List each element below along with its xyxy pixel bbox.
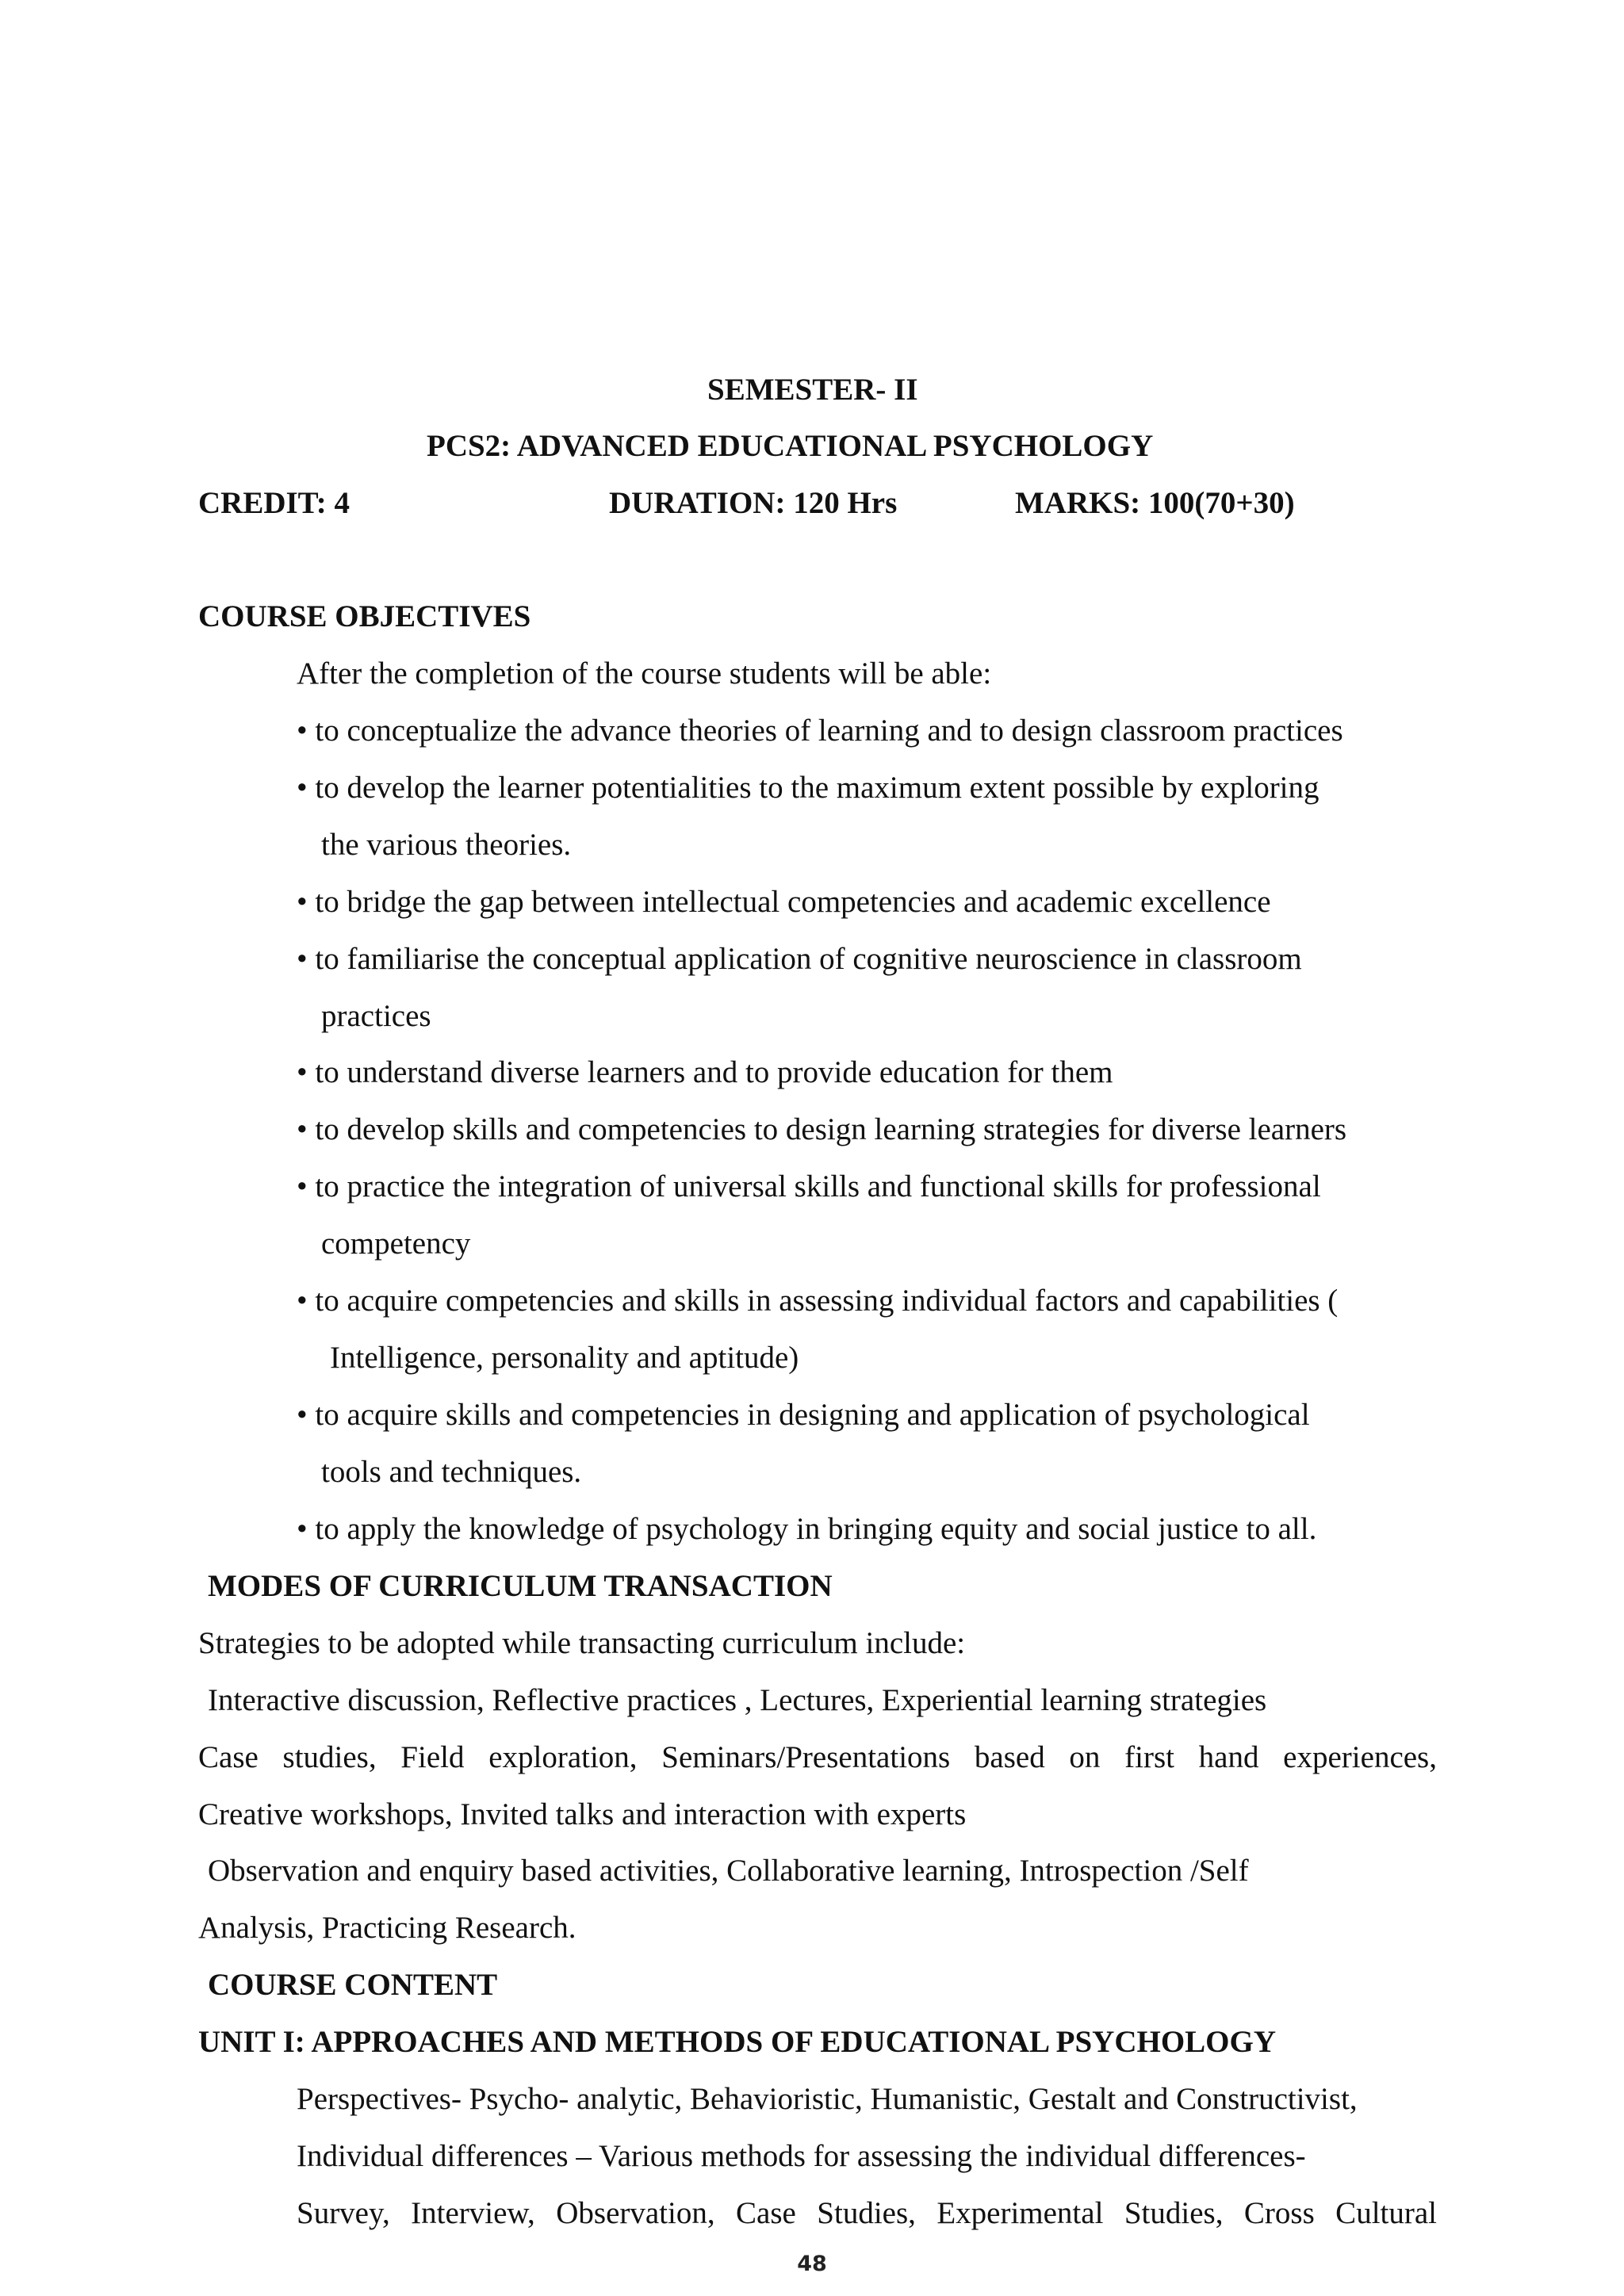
objective-line: Intelligence, personality and aptitude) [330,1341,799,1375]
modes-heading: MODES OF CURRICULUM TRANSACTION [208,1569,833,1603]
objectives-intro: After the completion of the course students will be able: [297,656,992,691]
credit-label: CREDIT: 4 [198,486,350,520]
unit1-line: Individual differences – Various methods for assessing the individual differences- [297,2139,1306,2173]
modes-line: Analysis, Practicing Research. [198,1911,576,1945]
unit1-line: Perspectives- Psycho- analytic, Behavioristic, Humanistic, Gestalt and Constructivist, [297,2082,1358,2116]
modes-line: Creative workshops, Invited talks and interaction with experts [198,1797,967,1831]
objective-line: • to conceptualize the advance theories of learning and to design classroom practices [297,714,1343,748]
objective-line: competency [321,1226,471,1261]
page-number: 48 [797,2252,827,2276]
objective-line: • to acquire skills and competencies in designing and application of psychological [297,1398,1310,1432]
modes-line: Case studies, Field exploration, Seminars/Presentations based on first hand experiences, [198,1740,1437,1774]
modes-line: Observation and enquiry based activities, Collaborative learning, Introspection /Self [208,1854,1249,1888]
duration-label: DURATION: 120 Hrs [609,486,898,520]
modes-line: Interactive discussion, Reflective practices , Lectures, Experiential learning strategies [208,1683,1267,1717]
objective-line: • to bridge the gap between intellectual competencies and academic excellence [297,885,1271,919]
objective-line: practices [321,999,431,1033]
unit1-heading: UNIT I: APPROACHES AND METHODS OF EDUCATIONAL PSYCHOLOGY [198,2025,1277,2059]
objectives-heading: COURSE OBJECTIVES [198,599,531,633]
objective-line: • to understand diverse learners and to provide education for them [297,1055,1113,1089]
objective-line: the various theories. [321,828,572,862]
objective-line: tools and techniques. [321,1455,582,1489]
objective-line: • to acquire competencies and skills in assessing individual factors and capabilities ( [297,1284,1339,1318]
objective-line: • to develop skills and competencies to design learning strategies for diverse learners [297,1112,1347,1146]
semester-heading: SEMESTER- II [707,373,918,407]
objective-line: • to practice the integration of universal skills and functional skills for professional [297,1169,1321,1203]
modes-line: Strategies to be adopted while transacting curriculum include: [198,1626,966,1660]
content-heading: COURSE CONTENT [208,1968,498,2002]
marks-label: MARKS: 100(70+30) [1015,486,1295,520]
course-title: PCS2: ADVANCED EDUCATIONAL PSYCHOLOGY [427,429,1154,463]
unit1-line: Survey, Interview, Observation, Case Studies, Experimental Studies, Cross Cultural [297,2196,1437,2230]
objective-line: • to develop the learner potentialities to the maximum extent possible by exploring [297,771,1320,805]
objective-line: • to apply the knowledge of psychology in bringing equity and social justice to all. [297,1512,1317,1546]
objective-line: • to familiarise the conceptual application of cognitive neuroscience in classroom [297,942,1302,976]
